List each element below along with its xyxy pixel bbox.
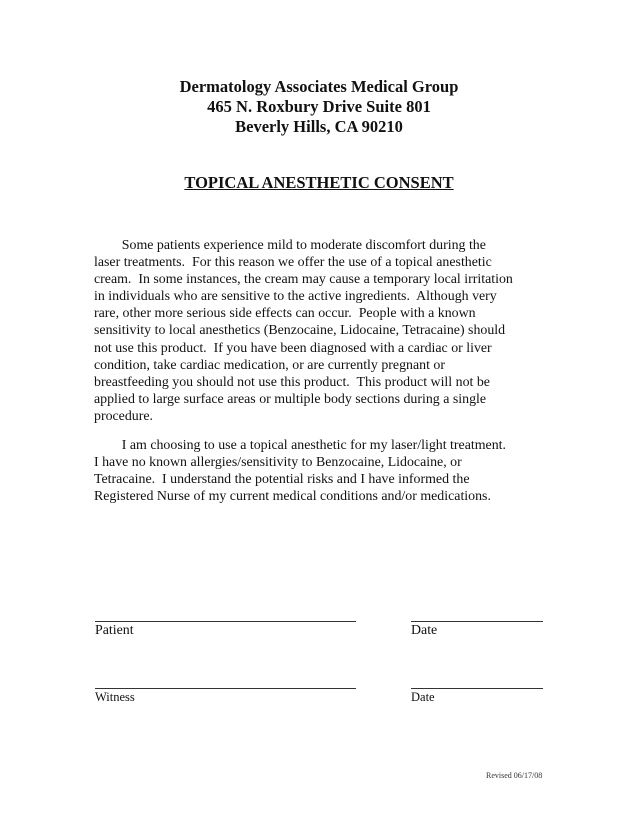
paragraph-consent bbox=[94, 437, 544, 505]
witness-date-line[interactable] bbox=[411, 688, 543, 689]
paragraph-line: not use this product. If you have been diagnosed with a cardiac or liver bbox=[94, 340, 492, 356]
paragraph-line: I am choosing to use a topical anesthetic for my laser/light treatment. bbox=[94, 438, 506, 453]
paragraph-line: applied to large surface areas or multiple body sections during a single bbox=[94, 391, 487, 407]
patient-label: Patient bbox=[95, 623, 134, 638]
witness-signature-line[interactable] bbox=[95, 688, 356, 689]
paragraph-line: cream. In some instances, the cream may cause a temporary local irritation bbox=[94, 272, 513, 288]
organization-name: Dermatology Associates Medical Group bbox=[179, 77, 459, 96]
witness-label: Witness bbox=[95, 690, 135, 704]
paragraph-risks bbox=[94, 237, 544, 425]
paragraph-line: Tetracaine. I understand the potential risks and I have informed the bbox=[94, 472, 470, 488]
patient-date-label: Date bbox=[411, 623, 438, 638]
city-state-zip: Beverly Hills, CA 90210 bbox=[235, 117, 403, 136]
revision-date: Revised 06/17/08 bbox=[486, 771, 543, 780]
paragraph-line: Registered Nurse of my current medical conditions and/or medications. bbox=[94, 489, 491, 505]
paragraph-line: breastfeeding you should not use this product. This product will not be bbox=[94, 374, 490, 390]
paragraph-line: laser treatments. For this reason we offer the use of a topical anesthetic bbox=[94, 255, 492, 271]
paragraph-line: I have no known allergies/sensitivity to Benzocaine, Lidocaine, or bbox=[94, 455, 462, 471]
document-title: TOPICAL ANESTHETIC CONSENT bbox=[184, 173, 454, 192]
paragraph-line: sensitivity to local anesthetics (Benzocaine, Lidocaine, Tetracaine) should bbox=[94, 323, 506, 339]
patient-date-line[interactable] bbox=[411, 621, 543, 622]
witness-date-label: Date bbox=[411, 690, 435, 704]
paragraph-line: procedure. bbox=[94, 408, 154, 424]
paragraph-line: Some patients experience mild to moderate discomfort during the bbox=[94, 238, 486, 253]
paragraph-line: in individuals who are sensitive to the active ingredients. Although very bbox=[94, 289, 497, 305]
paragraph-line: rare, other more serious side effects can occur. People with a known bbox=[94, 306, 476, 322]
letterhead bbox=[0, 77, 638, 137]
paragraph-line: condition, take cardiac medication, or are currently pregnant or bbox=[94, 357, 445, 373]
street-address: 465 N. Roxbury Drive Suite 801 bbox=[207, 97, 431, 116]
patient-signature-line[interactable] bbox=[95, 621, 356, 622]
